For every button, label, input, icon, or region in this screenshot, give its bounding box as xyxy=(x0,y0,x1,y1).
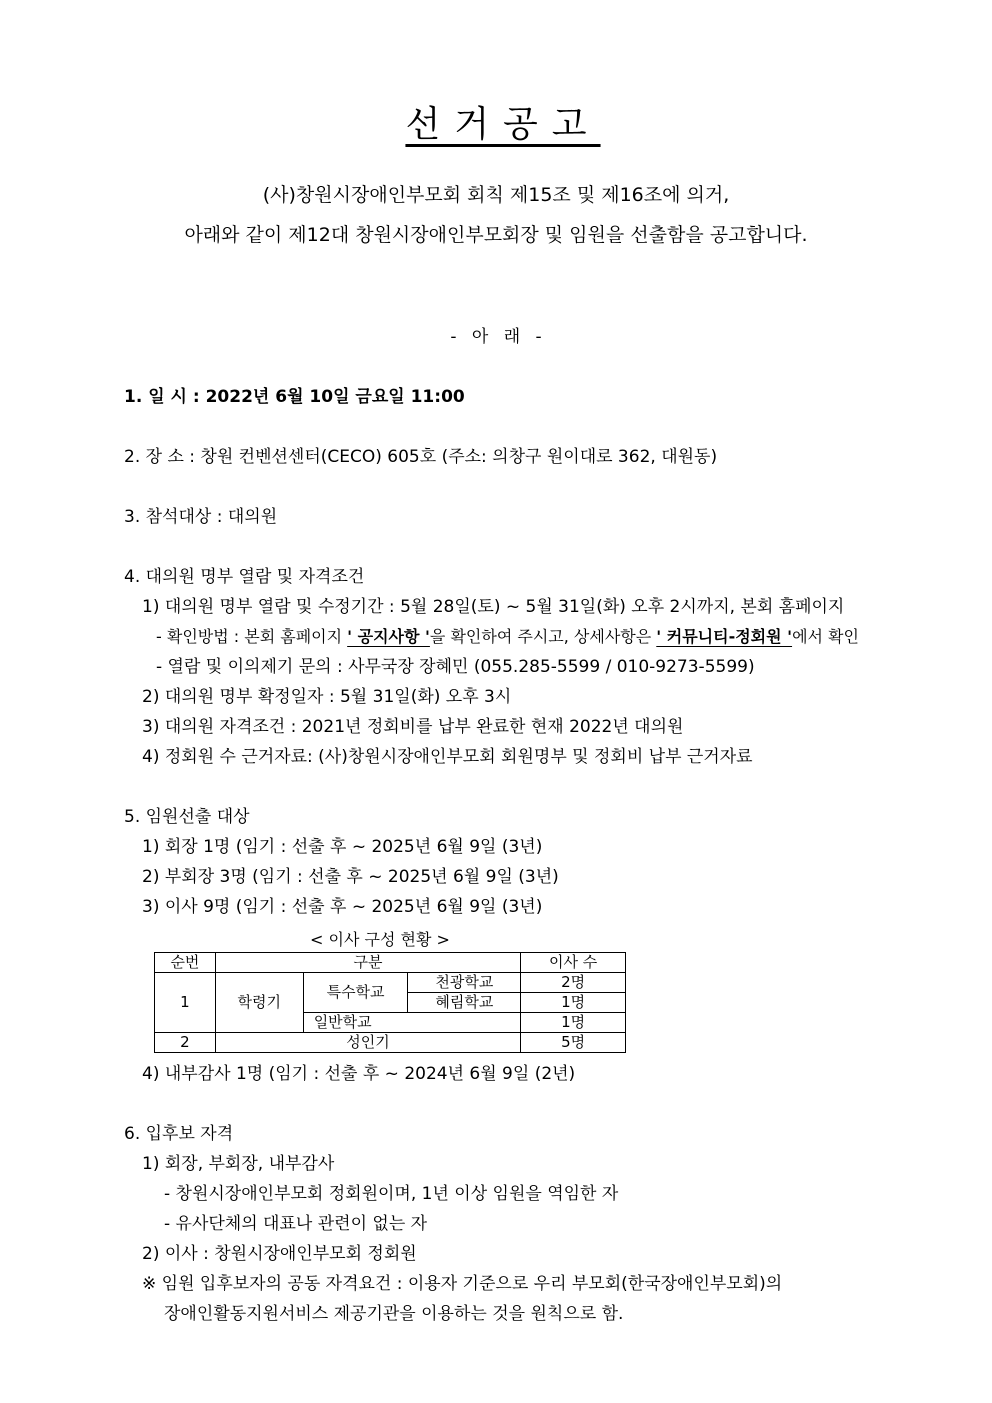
row1-school-2: 혜림학교 xyxy=(408,993,521,1013)
item5-sub3: 3) 이사 9명 (임기 : 선출 후 ~ 2025년 6월 9일 (3년) xyxy=(142,897,543,917)
below-label: - 아 래 - xyxy=(450,327,542,347)
row1-special-school: 특수학교 xyxy=(303,973,408,1013)
item4-sub2: 2) 대의원 명부 확정일자 : 5월 31일(화) 오후 3시 xyxy=(142,687,512,707)
intro-line-1: (사)창원시장애인부모회 회칙 제15조 및 제16조에 의거, xyxy=(262,184,730,206)
row1-general-school: 일반학교 xyxy=(303,1013,521,1033)
check-method-suffix: 에서 확인 xyxy=(792,627,859,646)
item6-sub1-b: - 유사단체의 대표나 관련이 없는 자 xyxy=(164,1214,428,1234)
header-no: 순번 xyxy=(155,953,216,973)
row1-no: 1 xyxy=(155,973,216,1033)
community-member-link[interactable]: ' 커뮤니티-정회원 ' xyxy=(656,627,793,646)
table-row xyxy=(155,973,626,993)
table-caption: < 이사 구성 현황 > xyxy=(310,930,450,949)
item-date: 1. 일 시 : 2022년 6월 10일 금요일 11:00 xyxy=(124,387,465,407)
item5-sub4: 4) 내부감사 1명 (임기 : 선출 후 ~ 2024년 6월 9일 (2년) xyxy=(142,1064,576,1084)
table-row xyxy=(155,1033,626,1053)
notice-board-link[interactable]: ' 공지사항 ' xyxy=(347,627,430,646)
check-method-middle: 을 확인하여 주시고, 상세사항은 xyxy=(429,627,657,646)
row1-count-3: 1명 xyxy=(521,1013,626,1033)
header-category: 구분 xyxy=(215,953,520,973)
row2-group: 성인기 xyxy=(215,1033,520,1053)
row1-count-1: 2명 xyxy=(521,973,626,993)
item4-sub3: 3) 대의원 자격조건 : 2021년 정회비를 납부 완료한 현재 2022년 대의원 xyxy=(142,717,684,737)
item5-sub1: 1) 회장 1명 (임기 : 선출 후 ~ 2025년 6월 9일 (3년) xyxy=(142,837,543,857)
item5-sub2: 2) 부회장 3명 (임기 : 선출 후 ~ 2025년 6월 9일 (3년) xyxy=(142,867,559,887)
item4-heading: 4. 대의원 명부 열람 및 자격조건 xyxy=(124,567,365,587)
item-place: 2. 장 소 : 창원 컨벤션센터(CECO) 605호 (주소: 의창구 원이대로 362, 대원동) xyxy=(124,447,718,467)
notice-title-wrap xyxy=(0,96,992,147)
item4-sub1-check-method xyxy=(156,626,859,648)
header-count: 이사 수 xyxy=(521,953,626,973)
item4-sub4: 4) 정회원 수 근거자료: (사)창원시장애인부모회 회원명부 및 정회비 납부 근거자료 xyxy=(142,747,753,767)
item6-sub1: 1) 회장, 부회장, 내부감사 xyxy=(142,1154,335,1174)
item6-note-line-2: 장애인활동지원서비스 제공기관을 이용하는 것을 원칙으로 함. xyxy=(164,1304,624,1324)
table-header-row xyxy=(155,953,626,973)
item4-sub1-inquiry: - 열람 및 이의제기 문의 : 사무국장 장혜민 (055.285-5599 / 010-9273-5599) xyxy=(156,657,755,677)
item6-sub1-a: - 창원시장애인부모회 정회원이며, 1년 이상 임원을 역임한 자 xyxy=(164,1184,619,1204)
item5-heading: 5. 임원선출 대상 xyxy=(124,807,250,827)
item-attendees: 3. 참석대상 : 대의원 xyxy=(124,507,278,527)
item6-note-line-1: ※ 임원 입후보자의 공동 자격요건 : 이용자 기준으로 우리 부모회(한국장애인부모회)의 xyxy=(142,1274,783,1294)
director-composition-table xyxy=(154,952,626,1053)
check-method-prefix: - 확인방법 : 본회 홈페이지 xyxy=(156,627,348,646)
intro-line-2: 아래와 같이 제12대 창원시장애인부모회장 및 임원을 선출함을 공고합니다. xyxy=(184,224,808,246)
row1-school-1: 천광학교 xyxy=(408,973,521,993)
item4-sub1: 1) 대의원 명부 열람 및 수정기간 : 5월 28일(토) ~ 5월 31일(화) 오후 2시까지, 본회 홈페이지 xyxy=(142,597,845,617)
row2-no: 2 xyxy=(155,1033,216,1053)
notice-title: 선거공고 xyxy=(405,104,601,145)
row2-count: 5명 xyxy=(521,1033,626,1053)
item6-heading: 6. 입후보 자격 xyxy=(124,1124,234,1144)
row1-group: 학령기 xyxy=(215,973,303,1033)
row1-count-2: 1명 xyxy=(521,993,626,1013)
item6-sub2: 2) 이사 : 창원시장애인부모회 정회원 xyxy=(142,1244,417,1264)
